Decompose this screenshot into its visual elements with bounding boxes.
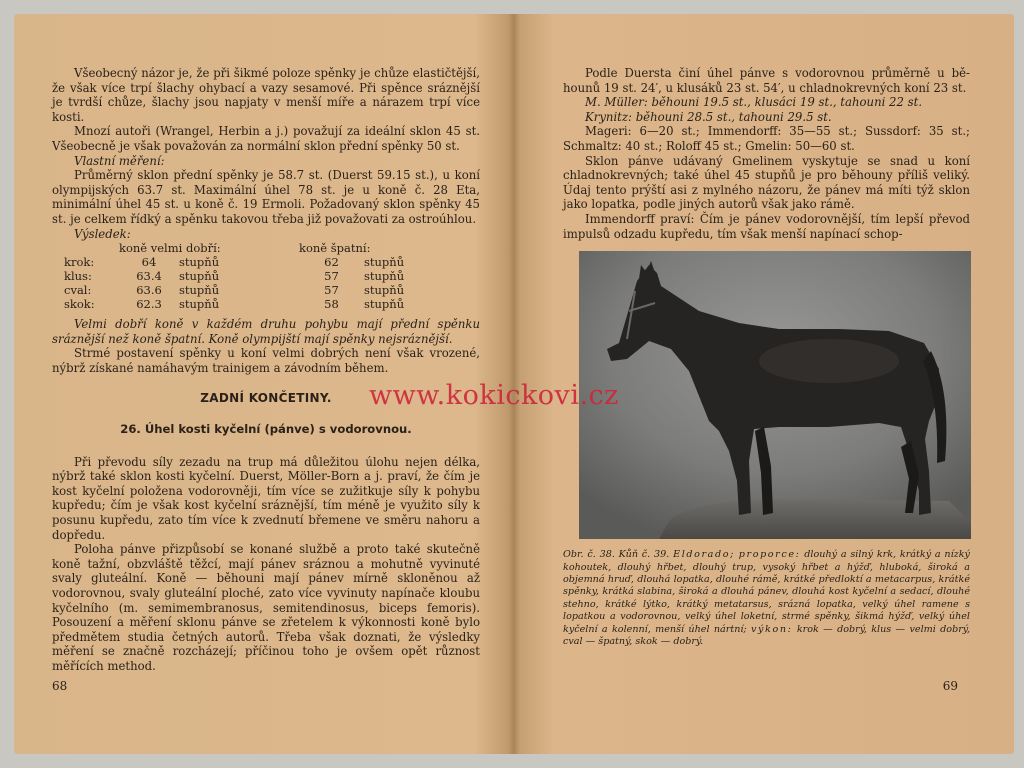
caption-perf-text: krok — dobrý, klus — velmi dobrý, cval — špatný, skok — dobrý. — [563, 623, 970, 647]
good-value: 63.4 — [136, 269, 162, 284]
gait-label: klus: — [64, 269, 92, 284]
figure-caption — [563, 549, 970, 648]
paragraph: Mnozí autoři (Wrangel, Herbin a j.) považují za ideální sklon 45 st. Všeobecně je však považován za normální sklon přední spěnky 50 st. — [52, 124, 480, 153]
paragraph: Všeobecný názor je, že při šikmé poloze spěnky je chůze elastičtější, že však více trpí šlachy ohybací a vazy sesamové. Při spěnce sráznější je tvrdší chůze, šlachy jsou napjaty v menší míře a nárazem trpí více kosti. — [52, 66, 480, 124]
bad-unit: stupňů — [364, 269, 405, 284]
paragraph: Sklon pánve udávaný Gmelinem vyskytuje se snad u koní chladnokrevných; také úhel 45 stupňů je pro běhouny příliš veliký. Údaj tento prýští asi z mylného názoru, že pánev má míti týž sklon jako lopatka, podle jiných autorů však jako rámě. — [563, 153, 970, 212]
good-value: 62.3 — [136, 297, 162, 312]
paragraph: Krynitz: běhouni 28.5 st., tahouni 29.5 st. — [585, 109, 832, 124]
bad-value: 62 — [324, 255, 339, 270]
paragraph: Při převodu síly zezadu na trup má důležitou úlohu nejen délka, nýbrž také sklon kosti kyčelní. Duerst, Möller-Born a j. praví, že čím je kost kyčelní položena vodorovněji, tím více se zužitkuje síly k pohybu kupředu; čím je však kost kyčelní sráznější, tím méně je využito síly k posunu kupředu, zato tím více k zvednutí břemene ve směru nahoru a dopředu. — [52, 454, 480, 542]
gait-label: skok: — [64, 297, 95, 312]
table-row — [64, 283, 480, 297]
gait-label: cval: — [64, 283, 92, 298]
bad-unit: stupňů — [364, 297, 405, 312]
section-heading: ZADNÍ KONČETINY. — [200, 390, 332, 405]
page-number: 69 — [942, 679, 958, 694]
paragraph: Poloha pánve přizpůsobí se konané službě a proto také skutečně koně tažní, obzvláště těžcí, mají pánev sráznou a mohutně vyvinuté svaly gluteální. Koně — běhouni mají pánev mírně skloněnou až vodorovnou, svaly gluteální ploché, zato více vyvinuty napínače kloubu kyčelního (m. semimembranosus, semitendinosus, biceps femoris). Posouzení a měření sklonu pánve se zřetelem k výkonnosti koně bylo předmětem studia četných autorů. Třeba však doznati, že výsledky měření se značně rozcházejí; příčinou toho je ovšem opět různost měřících method. — [52, 542, 480, 673]
gait-label: krok: — [64, 255, 95, 270]
good-unit: stupňů — [179, 269, 220, 284]
paragraph: Podle Duersta činí úhel pánve s vodorovnou průměrně u běhounů 19 st. 24′, u klusáků 23 st. 54′, u chladnokrevných koní 23 st. — [563, 66, 970, 95]
caption-lead: Obr. č. 38. Kůň č. 39. — [563, 549, 670, 561]
header-very-good: koně velmi dobří: — [119, 241, 221, 256]
caption-prop-label: proporce: — [738, 549, 801, 561]
bad-unit: stupňů — [364, 255, 405, 270]
results-table — [64, 241, 480, 311]
watermark: www.kokickovi.cz — [369, 380, 619, 411]
result-label: Výsledek: — [74, 226, 131, 241]
good-unit: stupňů — [179, 255, 220, 270]
caption-text: dlouhý a silný krk, krátký a nízký kohoutek, dlouhý hřbet, dlouhý trup, vysoký hřbet a hýžď, hluboká, široká a objemná hruď, dlouhá lopatka, dlouhé rámě, krátké předloktí a metacarpus, krátké spěnky, krátká slabina, široká a dlouhá pánev, dlouhá kost kyčelní a sedací, dlouhé stehno, krátké lýtko, krátký metatarsus, srázná lopatka, velký úhel ramene s lopatkou a vodorovnou, velký úhel loketní, strmé spěnky, šikmá hýžď, velký úhel kyčelní a kolenní, menší úhel nártní; — [563, 549, 970, 635]
table-row — [64, 269, 480, 283]
caption-name: Eldorado; — [673, 549, 735, 561]
good-value: 64 — [141, 255, 157, 270]
page-number: 68 — [52, 679, 68, 694]
paragraph: M. Müller: běhouni 19.5 st., klusáci 19 st., tahouni 22 st. — [585, 95, 923, 110]
conclusion-italic: Velmi dobří koně v každém druhu pohybu mají přední spěnku sráznější než koně špatní. Koně olympijští mají spěnky nejsráznější. — [52, 317, 480, 346]
own-measurement-label: Vlastní měření: — [74, 153, 165, 168]
horse-photo — [579, 251, 971, 539]
bad-value: 58 — [324, 297, 339, 312]
good-unit: stupňů — [179, 297, 220, 312]
book-spread — [14, 14, 1014, 754]
paragraph: Průměrný sklon přední spěnky je 58.7 st. (Duerst 59.15 st.), u koní olympijských 63.7 st. Maximální úhel 78 st. je u koně č. 28 Eta, minimální úhel 45 st. u koně č. 19 Ermoli. Požadovaný sklon spěnky 45 st. je celkem řídký a spěnku takovou třeba již považovati za ostroúhlou. — [52, 168, 480, 226]
bad-unit: stupňů — [364, 283, 405, 298]
table-row — [64, 255, 480, 269]
table-row — [64, 297, 480, 311]
horse-image — [579, 251, 971, 539]
good-unit: stupňů — [179, 283, 220, 298]
caption-perf-label: výkon: — [751, 623, 793, 635]
paragraph: Immendorff praví: Čím je pánev vodorovnější, tím lepší převod impulsů odzadu kupředu, tím však menší napínací schop- — [563, 211, 970, 241]
bad-value: 57 — [324, 269, 339, 284]
subsection-heading: 26. Úhel kosti kyčelní (pánve) s vodorovnou. — [120, 422, 412, 437]
paragraph: Mageri: 6—20 st.; Immendorff: 35—55 st.; Sussdorf: 35 st.; Schmaltz: 40 st.; Roloff 45 st.; Gmelin: 50—60 st. — [563, 124, 970, 153]
results-header — [64, 241, 480, 255]
bad-value: 57 — [324, 283, 339, 298]
conclusion-text: Strmé postavení spěnky u koní velmi dobrých není však vrozené, nýbrž získané namáhavým trainigem a závodním během. — [52, 346, 480, 375]
header-bad: koně špatní: — [299, 241, 371, 256]
good-value: 63.6 — [136, 283, 162, 298]
